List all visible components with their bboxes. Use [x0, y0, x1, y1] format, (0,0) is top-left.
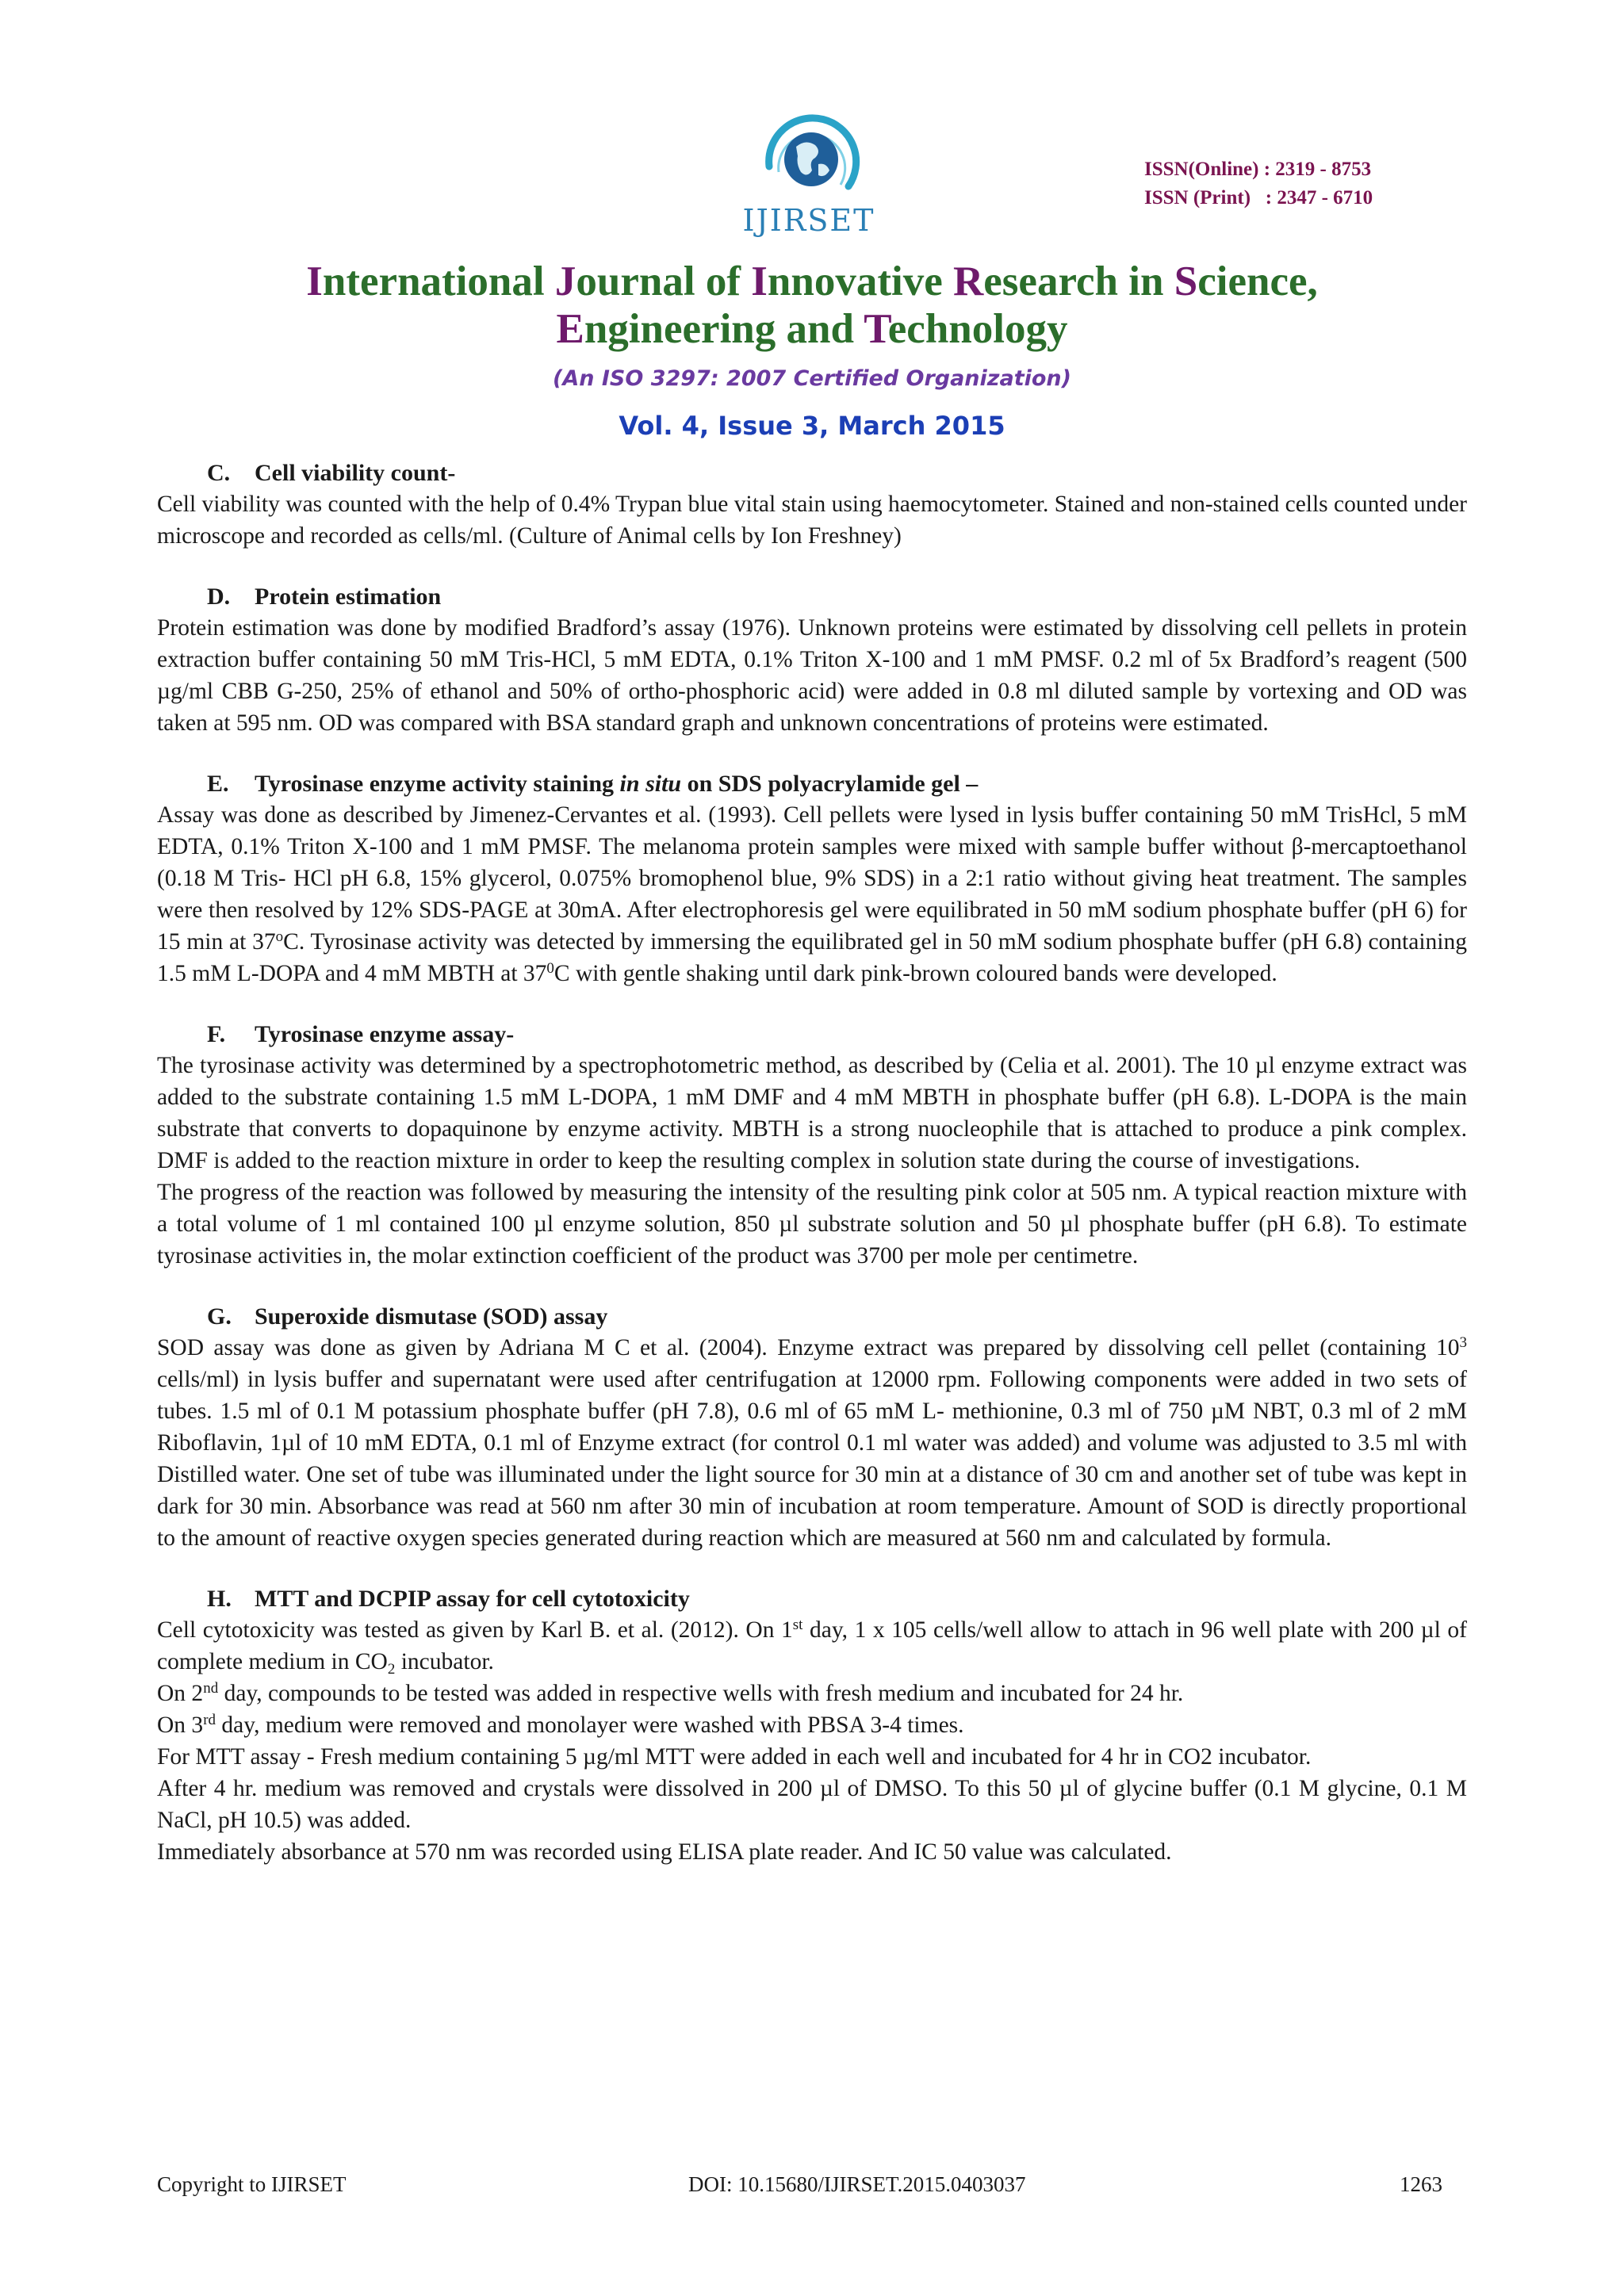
section-heading-d: D. Protein estimation: [207, 584, 442, 610]
journal-title-line1: International Journal of Innovative Research in Science,: [306, 258, 1318, 304]
footer-page-number: 1263: [1400, 2172, 1442, 2196]
section-body-d: Protein estimation was done by modified Bradford’s assay (1976). Unknown proteins were estimated by dissolving cell pellets in protein extraction buffer containing 50 mM Tris-HCl, 5 mM EDTA, 0.1% Triton X-100 and 1 mM PMSF. 0.2 ml of 5x Bradford’s reagent (500 µg/ml CBB G-250, 25% of ethanol and 50% of ortho-phosphoric acid) were added in 0.8 ml diluted sample by vortexing and OD was taken at 595 nm. OD was compared with BSA standard graph and unknown concentrations of proteins were estimated.: [157, 615, 1467, 736]
journal-title-line2: Engineering and Technology: [556, 306, 1068, 352]
section-heading-f: F. Tyrosinase enzyme assay-: [207, 1021, 515, 1047]
section-body-h-1: Cell cytotoxicity was tested as given by Karl B. et al. (2012). On 1st day, 1 x 105 cells/well allow to attach in 96 well plate with 200 µl of complete medium in $CO_2$ incubator.: [157, 1617, 1467, 1678]
issn-block: [1144, 155, 1373, 212]
footer-copyright: Copyright to IJIRSET: [157, 2172, 347, 2196]
section-body-h-2: On 2nd day, compounds to be tested was added in respective wells with fresh medium and incubated for 24 hr.: [157, 1680, 1184, 1706]
section-heading-h: H. MTT and DCPIP assay for cell cytotoxicity: [207, 1586, 690, 1612]
issn-online: ISSN(Online) : 2319 - 8753: [1144, 159, 1372, 180]
section-body-h-4: For MTT assay - Fresh medium containing 5 µg/ml MTT were added in each well and incubated for 4 hr in CO2 incubator.: [157, 1744, 1312, 1770]
section-body-f-1: The tyrosinase activity was determined by a spectrophotometric method, as described by (Celia et al. 2001). The 10 µl enzyme extract was added to the substrate containing 1.5 mM L-DOPA, 1 mM DMF and 4 mM MBTH in phosphate buffer (pH 6.8). L-DOPA is the main substrate that converts to dopaquinone by enzyme activity. MBTH is a strong nuocleophile that is attached to produce a pink complex. DMF is added to the reaction mixture in order to keep the resulting complex in solution state during the course of investigations.: [157, 1053, 1467, 1173]
section-body-g: SOD assay was done as given by Adriana M C et al. (2004). Enzyme extract was prepared by dissolving cell pellet (containing $10^3$ cells/ml) in lysis buffer and supernatant were used after centrifugation at 12000 rpm. Following components were added in two sets of tubes. 1.5 ml of 0.1 M potassium phosphate buffer (pH 7.8), 0.6 ml of 65 mM L- methionine, 0.3 ml of 750 µM NBT, 0.3 ml of 2 mM Riboflavin, 1µl of 10 mM EDTA, 0.1 ml of Enzyme extract (for control 0.1 ml water was added) and volume was adjusted to 3.5 ml with Distilled water. One set of tube was illuminated under the light source for 30 min at a distance of 30 cm and another set of tube was kept in dark for 30 min. Absorbance was read at 560 nm after 30 min of incubation at room temperature. Amount of SOD is directly proportional to the amount of reactive oxygen species generated during reaction which are measured at 560 nm and calculated by formula.: [157, 1334, 1467, 1551]
section-body-e: Assay was done as described by Jimenez-Cervantes et al. (1993). Cell pellets were lysed in lysis buffer containing 50 mM TrisHcl, 5 mM EDTA, 0.1% Triton X-100 and 1 mM PMSF. The melanoma protein samples were mixed with sample buffer without β-mercaptoethanol (0.18 M Tris- HCl pH 6.8, 15% glycerol, 0.075% bromophenol blue, 9% SDS) in a 2:1 ratio without giving heat treatment. The samples were then resolved by 12% SDS-PAGE at 30mA. After electrophoresis gel were equilibrated in 50 mM sodium phosphate buffer (pH 6) for 15 min at 37$^o$C. Tyrosinase activity was detected by immersing the equilibrated gel in 50 mM sodium phosphate buffer (pH 6.8) containing 1.5 mM L-DOPA and 4 mM MBTH at $37^0C$ with gentle shaking until dark pink-brown coloured bands were developed.: [157, 802, 1467, 986]
globe-icon: [730, 99, 888, 242]
section-heading-e: E. Tyrosinase enzyme activity staining in situ on SDS polyacrylamide gel –: [207, 771, 979, 797]
section-body-h-3: On 3rd day, medium were removed and monolayer were washed with PBSA 3-4 times.: [157, 1712, 964, 1738]
journal-title: [0, 258, 1624, 353]
article-body: [157, 458, 1467, 1868]
section-body-h-6: Immediately absorbance at 570 nm was recorded using ELISA plate reader. And IC 50 value was calculated.: [157, 1839, 1172, 1865]
issn-print: ISSN (Print) : 2347 - 6710: [1144, 187, 1373, 209]
volume-issue: Vol. 4, Issue 3, March 2015: [619, 411, 1005, 441]
svg-text:IJIRSET: IJIRSET: [742, 203, 875, 238]
section-body-f-2: The progress of the reaction was followed by measuring the intensity of the resulting pink color at 505 nm. A typical reaction mixture with a total volume of 1 ml contained 100 µl enzyme solution, 850 µl substrate solution and 50 µl phosphate buffer (pH 6.8). To estimate tyrosinase activities in, the molar extinction coefficient of the product was 3700 per mole per centimetre.: [157, 1180, 1467, 1269]
section-heading-g: G. Superoxide dismutase (SOD) assay: [207, 1303, 608, 1330]
section-body-c: Cell viability was counted with the help of 0.4% Trypan blue vital stain using haemocytometer. Stained and non-stained cells counted under microscope and recorded as cells/ml. (Culture of Animal cells by Ion Freshney): [157, 492, 1467, 549]
section-body-h-5: After 4 hr. medium was removed and crystals were dissolved in 200 µl of DMSO. To this 50 µl of glycine buffer (0.1 M glycine, 0.1 M NaCl, pH 10.5) was added.: [157, 1776, 1467, 1833]
journal-logo: [730, 99, 888, 242]
footer-doi: DOI: 10.15680/IJIRSET.2015.0403037: [688, 2172, 1026, 2196]
iso-certification: (An ISO 3297: 2007 Certified Organization): [553, 366, 1071, 391]
section-heading-c: C. Cell viability count-: [207, 460, 456, 486]
